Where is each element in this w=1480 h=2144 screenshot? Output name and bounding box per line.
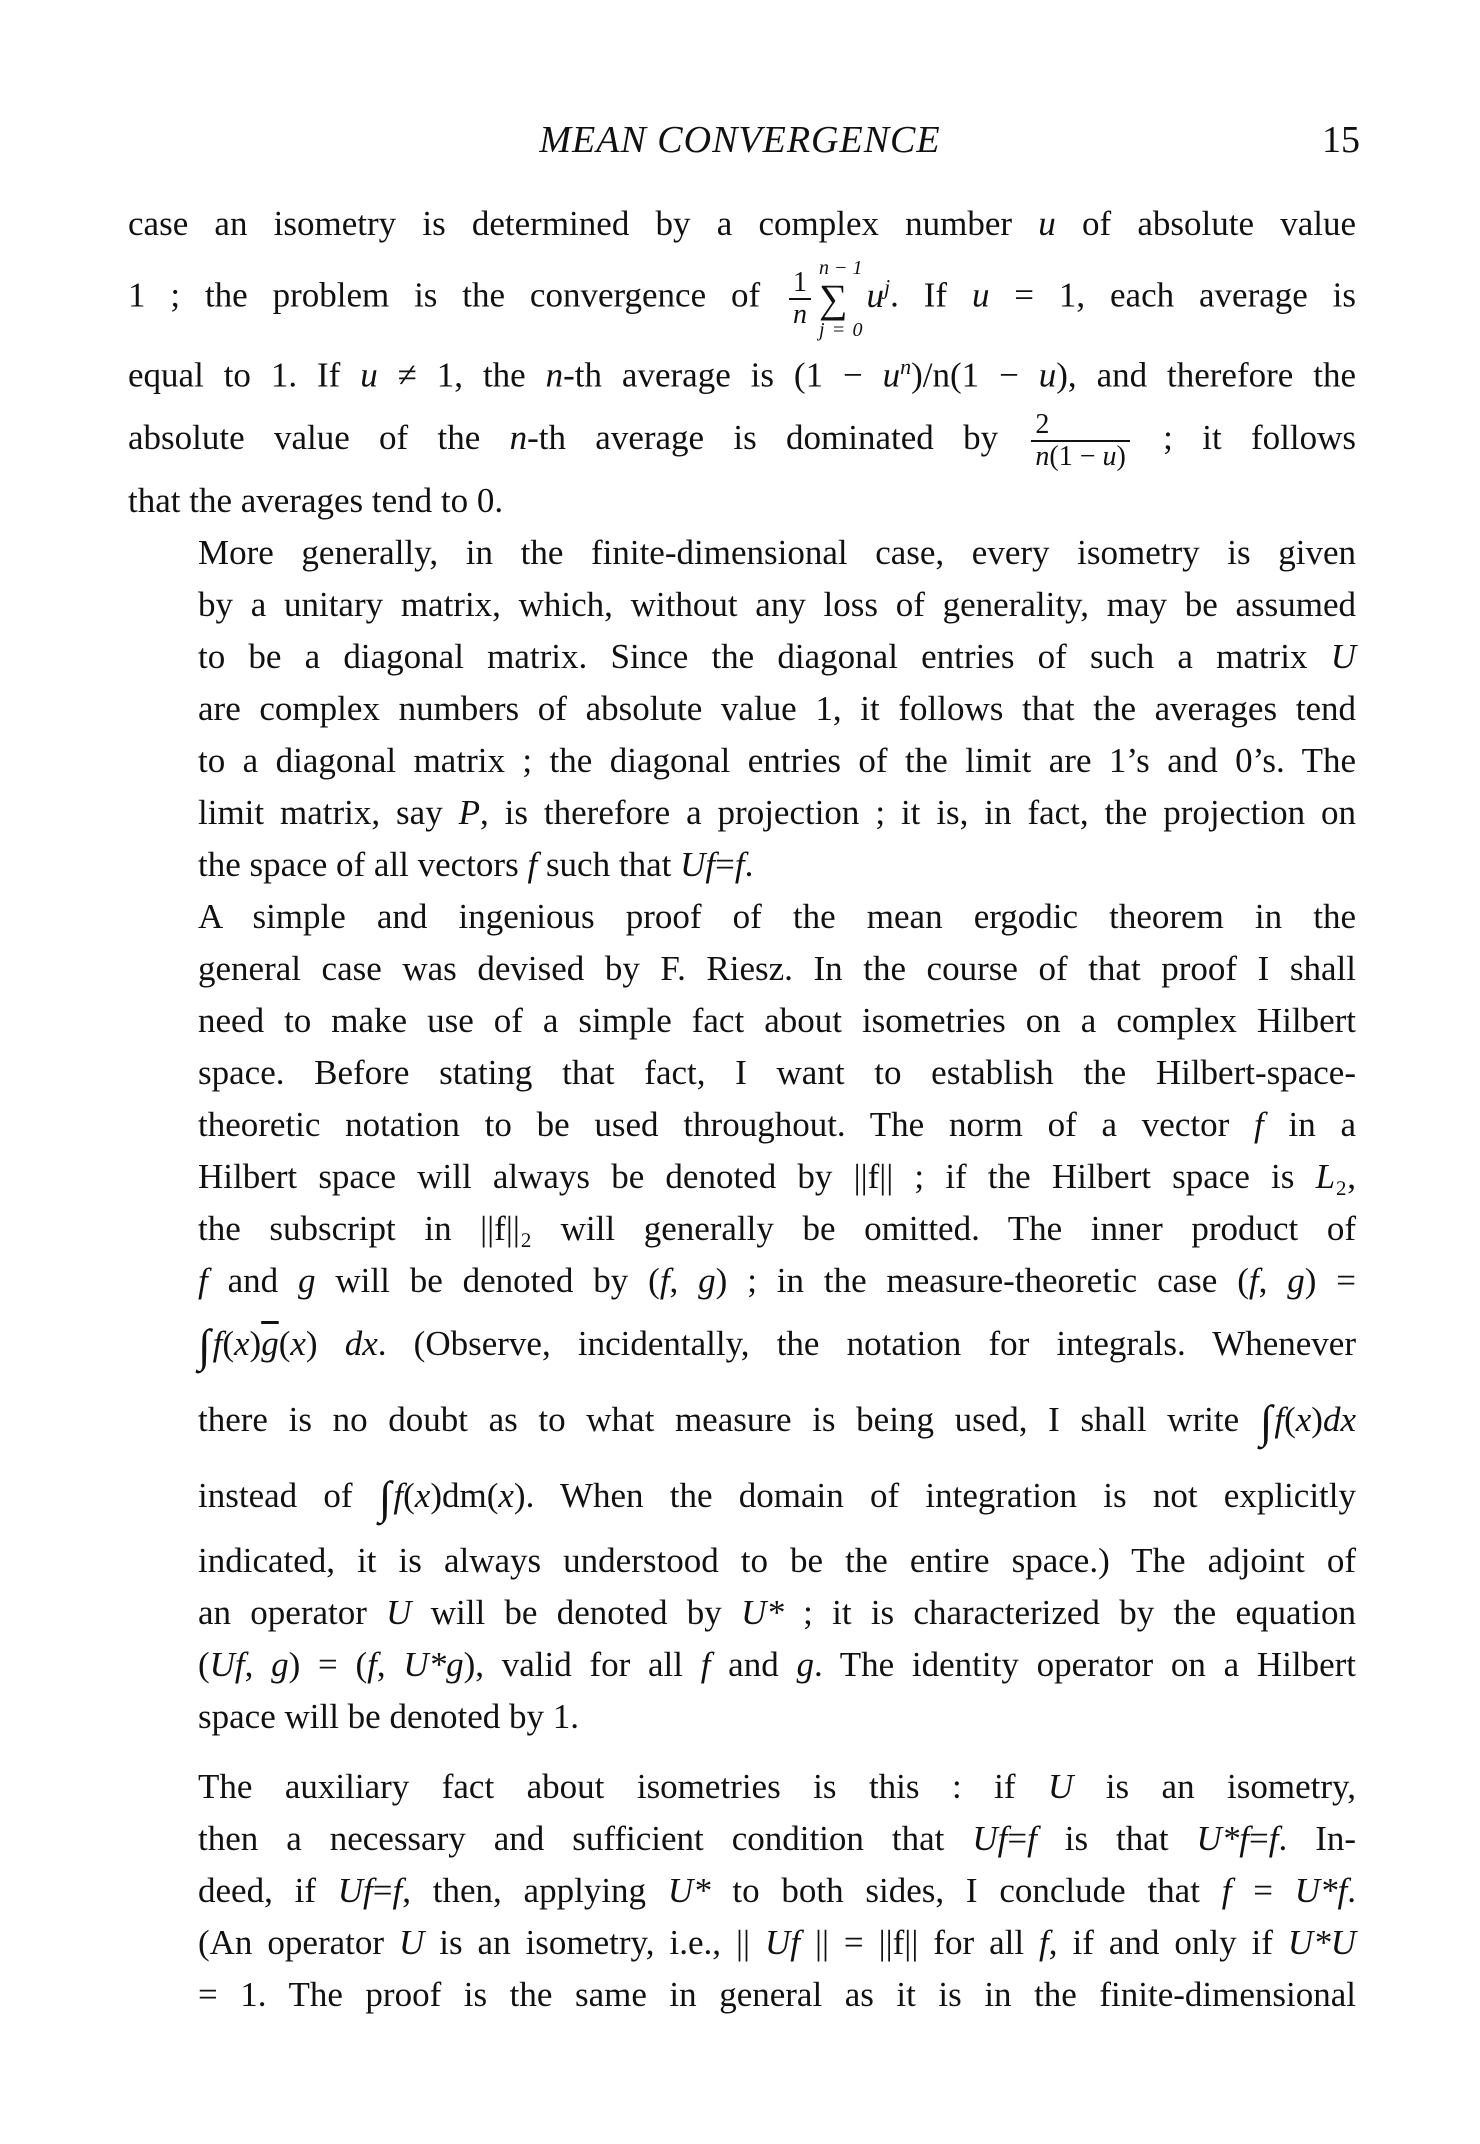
text-line: to a diagonal matrix ; the diagonal entries of the limit are 1’s and 0’s. The — [198, 741, 1356, 781]
paragraph-2 — [128, 527, 1356, 891]
text-line: = 1. The proof is the same in general as it is in the finite-dimensional — [198, 1975, 1356, 2015]
text-line: space. Before stating that fact, I want to establish the Hilbert-space- — [198, 1053, 1356, 1093]
running-head — [0, 118, 1480, 168]
text-line: indicated, it is always understood to be the entire space.) The adjoint of — [198, 1541, 1356, 1581]
paragraph-3 — [128, 891, 1356, 1743]
text-line: A simple and ingenious proof of the mean ergodic theorem in the — [198, 897, 1356, 937]
text-line: then a necessary and sufficient condition that Uf=f is that U*f=f. In- — [198, 1819, 1357, 1859]
text-line: limit matrix, say P, is therefore a projection ; it is, in fact, the projection on — [198, 793, 1357, 833]
text-line: f and g will be denoted by (f, g) ; in the measure-theoretic case (f, g) = — [198, 1261, 1356, 1301]
text-line: deed, if Uf=f, then, applying U* to both sides, I conclude that f = U*f. — [198, 1871, 1356, 1911]
text-line: general case was devised by F. Riesz. In the course of that proof I shall — [198, 949, 1356, 989]
text-line: need to make use of a simple fact about isometries on a complex Hilbert — [198, 1001, 1356, 1041]
text-line: Hilbert space will always be denoted by ||f|| ; if the Hilbert space is L₂, — [198, 1157, 1356, 1197]
text-line: are complex numbers of absolute value 1, it follows that the averages tend — [198, 689, 1356, 729]
text-line-with-sum: 1 ; the problem is the convergence of $\frac{1}{n}$ n − 1 ∑ j = 0 $u^j$. If u = 1, each average is — [128, 256, 1357, 341]
text-line-with-fraction: absolute value of the n-th average is dominated by $\frac{2}{n(1 - u)}$ ; it follows — [128, 409, 1356, 473]
text-line: that the averages tend to 0. — [128, 481, 504, 521]
paragraph-1 — [128, 198, 1356, 527]
text-line: equal to 1. If u ≠ 1, the n-th average is $(1 - u^n)/n(1 - u)$, and therefore the — [128, 353, 1356, 395]
text-line: The auxiliary fact about isometries is this : if U is an isometry, — [198, 1767, 1356, 1807]
text-line-with-integral: there is no doubt as to what measure is being used, I shall write ∫f(x)dx — [198, 1396, 1356, 1448]
text-line: space will be denoted by 1. — [198, 1697, 580, 1737]
text-line: to be a diagonal matrix. Since the diagonal entries of such a matrix U — [198, 637, 1356, 677]
text-line: theoretic notation to be used throughout. The norm of a vector f in a — [198, 1105, 1356, 1145]
text-line: (An operator U is an isometry, i.e., || Uf || = ||f|| for all f, if and only if U*U — [198, 1923, 1356, 1963]
body-text — [128, 198, 1356, 2021]
text-line: by a unitary matrix, which, without any loss of generality, may be assumed — [198, 585, 1356, 625]
text-line: case an isometry is determined by a complex number u of absolute value — [128, 204, 1356, 243]
page-number: 15 — [1322, 119, 1360, 161]
running-title: MEAN CONVERGENCE — [539, 119, 941, 161]
text-line-with-integral: $\int f(x)\overline{g}(x)$ dx. (Observe, incidentally, the notation for integrals. Whenever — [198, 1320, 1357, 1372]
text-line-with-integral: instead of ∫f(x)dm(x). When the domain of integration is not explicitly — [198, 1472, 1356, 1524]
text-line: More generally, in the finite-dimensional case, every isometry is given — [198, 533, 1356, 573]
paragraph-4 — [128, 1761, 1356, 2021]
text-line: an operator U will be denoted by U* ; it is characterized by the equation — [198, 1593, 1356, 1633]
text-line: the space of all vectors f such that Uf=f. — [198, 845, 754, 885]
text-line: (Uf, g) = (f, U*g), valid for all f and g. The identity operator on a Hilbert — [198, 1645, 1357, 1685]
text-line: the subscript in ||f||₂ will generally be omitted. The inner product of — [198, 1209, 1356, 1249]
